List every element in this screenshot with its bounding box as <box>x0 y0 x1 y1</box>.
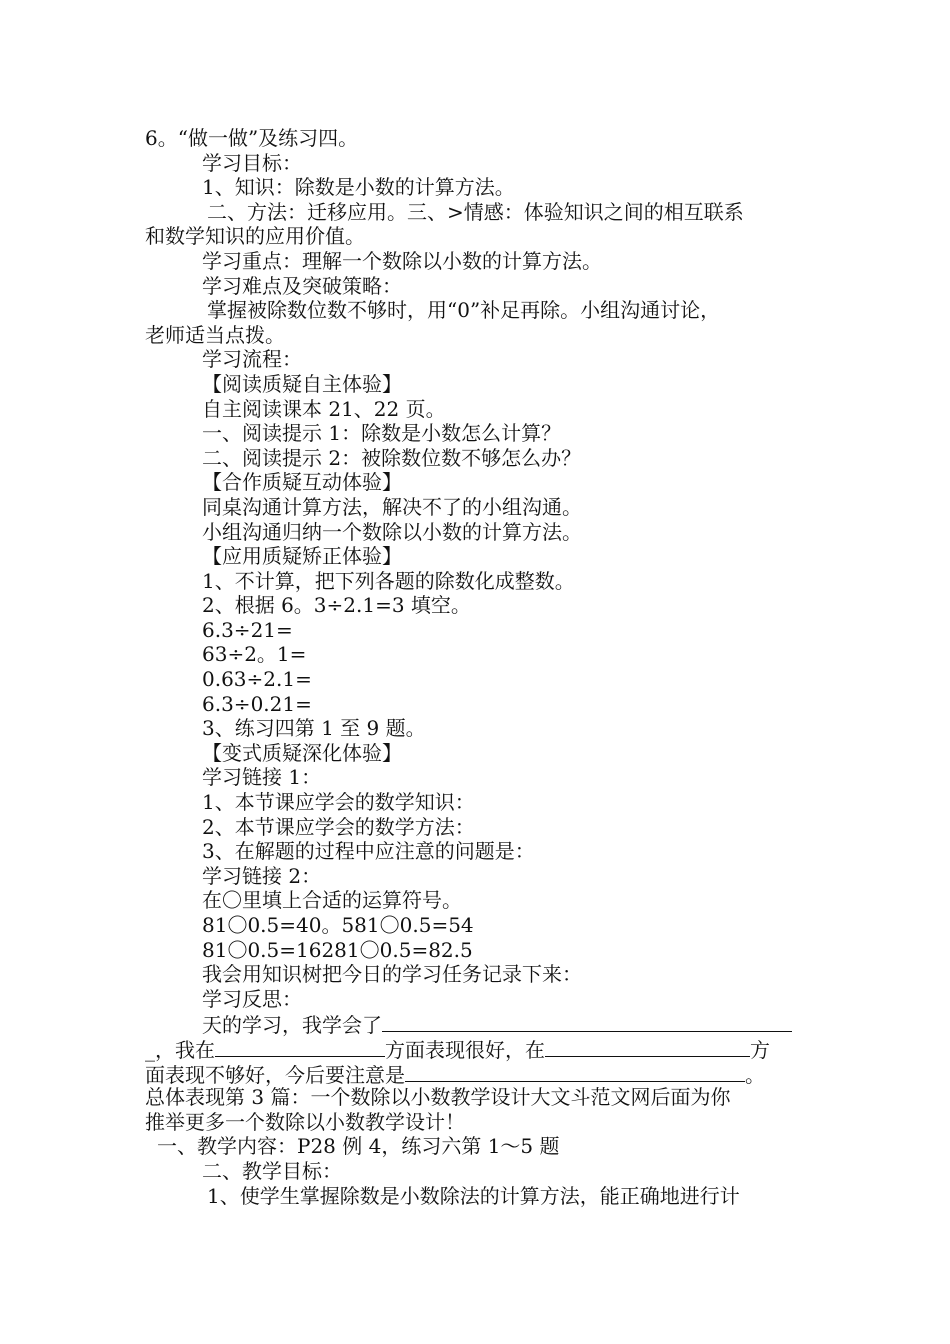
text-line: 二、方法：迁移应用。三、>情感：体验知识之间的相互联系 <box>207 199 744 224</box>
text-line: 1、本节课应学会的数学知识： <box>202 790 475 815</box>
text-line: 推举更多一个数除以小数教学设计！ <box>145 1109 465 1134</box>
document-body <box>145 126 810 1208</box>
text-line: 二、阅读提示 2：被除数位数不够怎么办？ <box>202 445 582 470</box>
text-line: 学习链接 1： <box>202 765 322 790</box>
text-line: 我会用知识树把今日的学习任务记录下来： <box>202 962 582 987</box>
text-line: 1、知识：除数是小数的计算方法。 <box>202 175 515 200</box>
math-line: 81〇0.5=16281〇0.5=82.5 <box>202 937 473 962</box>
fill-blank <box>545 1036 750 1057</box>
math-line: 6.3÷21= <box>202 617 293 642</box>
section-heading: 【变式质疑深化体验】 <box>202 740 402 765</box>
text-line: 3、在解题的过程中应注意的问题是： <box>202 839 535 864</box>
reflection-text: 天的学习，我学会了 <box>202 1013 382 1038</box>
math-line: 6.3÷0.21= <box>202 691 312 716</box>
section-heading: 学习流程： <box>202 347 302 372</box>
reflection-line <box>145 1061 810 1086</box>
text-line: 小组沟通归纳一个数除以小数的计算方法。 <box>202 519 582 544</box>
reflection-line <box>145 1011 810 1036</box>
math-line: 0.63÷2.1= <box>202 667 312 692</box>
section-heading: 学习反思： <box>202 986 302 1011</box>
section-heading: 学习目标： <box>202 150 302 175</box>
text-line: 一、阅读提示 1：除数是小数怎么计算？ <box>202 421 562 446</box>
fill-blank <box>382 1011 792 1032</box>
section-heading: 学习难点及突破策略： <box>202 273 402 298</box>
text-line: 在〇里填上合适的运算符号。 <box>202 888 462 913</box>
text-line: 2、本节课应学会的数学方法： <box>202 814 475 839</box>
reflection-text: _，我在 <box>145 1037 215 1062</box>
section-heading: 一、教学内容：P28 例 4，练习六第 1～5 题 <box>157 1134 560 1159</box>
reflection-line <box>145 1036 810 1061</box>
math-line: 63÷2。1= <box>202 642 307 667</box>
text-line: 总体表现第 3 篇：一个数除以小数教学设计大文斗范文网后面为你 <box>145 1085 731 1110</box>
reflection-text: 面表现不够好，今后要注意是 <box>145 1062 405 1087</box>
text-line: 3、练习四第 1 至 9 题。 <box>202 716 426 741</box>
text-line: 自主阅读课本 21、22 页。 <box>202 396 446 421</box>
math-line: 81〇0.5=40。581〇0.5=54 <box>202 913 474 937</box>
text-line: 掌握被除数位数不够时，用“0”补足再除。小组沟通讨论， <box>207 298 721 323</box>
reflection-text: 。 <box>745 1062 765 1087</box>
section-heading: 【应用质疑矫正体验】 <box>202 544 402 569</box>
section-heading: 二、教学目标： <box>202 1158 342 1183</box>
text-line: 学习链接 2： <box>202 863 322 888</box>
reflection-text: 方面表现很好，在 <box>385 1037 545 1062</box>
text-line: 同桌沟通计算方法，解决不了的小组沟通。 <box>202 494 582 519</box>
text-line: 老师适当点拨。 <box>145 322 285 347</box>
text-line: 和数学知识的应用价值。 <box>145 224 365 249</box>
fill-blank <box>215 1036 385 1057</box>
text-line: 学习重点：理解一个数除以小数的计算方法。 <box>202 248 602 273</box>
section-heading: 【阅读质疑自主体验】 <box>202 371 402 396</box>
text-line: 6。“做一做”及练习四。 <box>145 126 359 150</box>
text-line: 1、不计算，把下列各题的除数化成整数。 <box>202 568 575 593</box>
fill-blank <box>405 1061 745 1082</box>
text-line: 2、根据 6。3÷2.1=3 填空。 <box>202 593 471 618</box>
text-line: 1、使学生掌握除数是小数除法的计算方法，能正确地进行计 <box>207 1183 740 1208</box>
section-heading: 【合作质疑互动体验】 <box>202 470 402 495</box>
reflection-text: 方 <box>750 1037 770 1062</box>
